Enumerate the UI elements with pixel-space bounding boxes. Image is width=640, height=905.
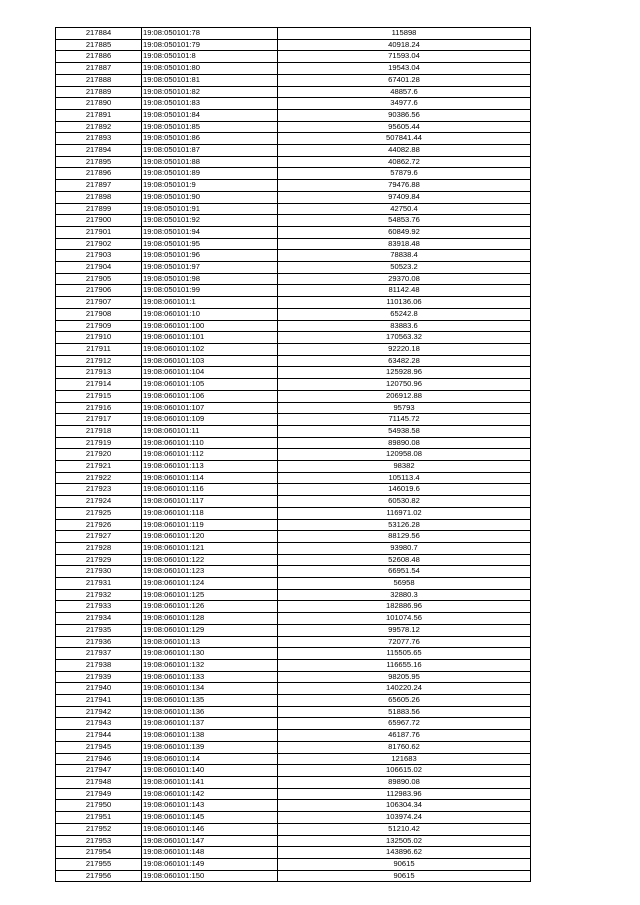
value-cell: 42750.4 — [278, 203, 531, 215]
cadastral-number-cell: 19:08:060101:104 — [142, 367, 278, 379]
row-number-cell: 217929 — [56, 554, 142, 566]
table-row — [56, 812, 531, 824]
cadastral-number-cell: 19:08:060101:109 — [142, 414, 278, 426]
table-row — [56, 671, 531, 683]
cadastral-number-cell: 19:08:060101:112 — [142, 449, 278, 461]
value-cell: 88129.56 — [278, 531, 531, 543]
table-row — [56, 215, 531, 227]
row-number-cell: 217909 — [56, 320, 142, 332]
table-row — [56, 425, 531, 437]
table-row — [56, 507, 531, 519]
value-cell: 103974.24 — [278, 812, 531, 824]
cadastral-number-cell: 19:08:060101:147 — [142, 835, 278, 847]
cadastral-number-cell: 19:08:060101:125 — [142, 589, 278, 601]
table-row — [56, 800, 531, 812]
cadastral-number-cell: 19:08:060101:137 — [142, 718, 278, 730]
cadastral-number-cell: 19:08:050101:94 — [142, 226, 278, 238]
cadastral-number-cell: 19:08:050101:85 — [142, 121, 278, 133]
value-cell: 116971.02 — [278, 507, 531, 519]
cadastral-number-cell: 19:08:060101:13 — [142, 636, 278, 648]
value-cell: 132505.02 — [278, 835, 531, 847]
table-row — [56, 121, 531, 133]
row-number-cell: 217937 — [56, 648, 142, 660]
value-cell: 78838.4 — [278, 250, 531, 262]
row-number-cell: 217898 — [56, 191, 142, 203]
cadastral-number-cell: 19:08:060101:114 — [142, 472, 278, 484]
value-cell: 95605.44 — [278, 121, 531, 133]
cadastral-number-cell: 19:08:050101:9 — [142, 180, 278, 192]
value-cell: 112983.96 — [278, 788, 531, 800]
table-row — [56, 461, 531, 473]
cadastral-number-cell: 19:08:050101:88 — [142, 156, 278, 168]
row-number-cell: 217940 — [56, 683, 142, 695]
cadastral-number-cell: 19:08:060101:14 — [142, 753, 278, 765]
row-number-cell: 217946 — [56, 753, 142, 765]
table-row — [56, 659, 531, 671]
row-number-cell: 217885 — [56, 39, 142, 51]
table-row — [56, 695, 531, 707]
cadastral-number-cell: 19:08:060101:124 — [142, 578, 278, 590]
cadastral-number-cell: 19:08:050101:96 — [142, 250, 278, 262]
value-cell: 121683 — [278, 753, 531, 765]
cadastral-number-cell: 19:08:060101:136 — [142, 706, 278, 718]
row-number-cell: 217932 — [56, 589, 142, 601]
table-row — [56, 273, 531, 285]
cadastral-number-cell: 19:08:060101:10 — [142, 308, 278, 320]
table-row — [56, 519, 531, 531]
value-cell: 97409.84 — [278, 191, 531, 203]
cadastral-number-cell: 19:08:060101:102 — [142, 343, 278, 355]
value-cell: 90615 — [278, 870, 531, 882]
table-row — [56, 531, 531, 543]
table-row — [56, 109, 531, 121]
row-number-cell: 217907 — [56, 297, 142, 309]
row-number-cell: 217897 — [56, 180, 142, 192]
value-cell: 146019.6 — [278, 484, 531, 496]
value-cell: 65605.26 — [278, 695, 531, 707]
table-row — [56, 250, 531, 262]
cadastral-number-cell: 19:08:060101:148 — [142, 847, 278, 859]
row-number-cell: 217938 — [56, 659, 142, 671]
value-cell: 140220.24 — [278, 683, 531, 695]
table-row — [56, 613, 531, 625]
row-number-cell: 217955 — [56, 858, 142, 870]
value-cell: 67401.28 — [278, 74, 531, 86]
table-row — [56, 706, 531, 718]
cadastral-number-cell: 19:08:050101:92 — [142, 215, 278, 227]
value-cell: 182886.96 — [278, 601, 531, 613]
data-table-container — [55, 27, 531, 882]
cadastral-number-cell: 19:08:060101:120 — [142, 531, 278, 543]
table-row — [56, 554, 531, 566]
cadastral-number-cell: 19:08:050101:80 — [142, 63, 278, 75]
row-number-cell: 217927 — [56, 531, 142, 543]
data-table — [55, 27, 531, 882]
row-number-cell: 217941 — [56, 695, 142, 707]
row-number-cell: 217910 — [56, 332, 142, 344]
table-row — [56, 379, 531, 391]
cadastral-number-cell: 19:08:050101:98 — [142, 273, 278, 285]
table-row — [56, 390, 531, 402]
value-cell: 71145.72 — [278, 414, 531, 426]
table-row — [56, 332, 531, 344]
cadastral-number-cell: 19:08:060101:101 — [142, 332, 278, 344]
row-number-cell: 217913 — [56, 367, 142, 379]
row-number-cell: 217928 — [56, 542, 142, 554]
table-row — [56, 402, 531, 414]
cadastral-number-cell: 19:08:060101:145 — [142, 812, 278, 824]
row-number-cell: 217884 — [56, 28, 142, 40]
cadastral-number-cell: 19:08:060101:1 — [142, 297, 278, 309]
table-row — [56, 496, 531, 508]
row-number-cell: 217894 — [56, 145, 142, 157]
value-cell: 116655.16 — [278, 659, 531, 671]
table-row — [56, 308, 531, 320]
value-cell: 106304.34 — [278, 800, 531, 812]
value-cell: 29370.08 — [278, 273, 531, 285]
table-row — [56, 765, 531, 777]
cadastral-number-cell: 19:08:050101:90 — [142, 191, 278, 203]
value-cell: 66951.54 — [278, 566, 531, 578]
cadastral-number-cell: 19:08:050101:79 — [142, 39, 278, 51]
cadastral-number-cell: 19:08:060101:140 — [142, 765, 278, 777]
table-row — [56, 180, 531, 192]
cadastral-number-cell: 19:08:050101:8 — [142, 51, 278, 63]
value-cell: 125928.96 — [278, 367, 531, 379]
row-number-cell: 217920 — [56, 449, 142, 461]
table-row — [56, 168, 531, 180]
table-row — [56, 414, 531, 426]
cadastral-number-cell: 19:08:060101:142 — [142, 788, 278, 800]
table-row — [56, 847, 531, 859]
table-row — [56, 730, 531, 742]
value-cell: 40918.24 — [278, 39, 531, 51]
table-row — [56, 51, 531, 63]
table-row — [56, 858, 531, 870]
value-cell: 81142.48 — [278, 285, 531, 297]
value-cell: 120750.96 — [278, 379, 531, 391]
cadastral-number-cell: 19:08:060101:117 — [142, 496, 278, 508]
row-number-cell: 217948 — [56, 777, 142, 789]
value-cell: 92220.18 — [278, 343, 531, 355]
value-cell: 81760.62 — [278, 741, 531, 753]
cadastral-number-cell: 19:08:060101:130 — [142, 648, 278, 660]
cadastral-number-cell: 19:08:060101:105 — [142, 379, 278, 391]
table-row — [56, 589, 531, 601]
value-cell: 50523.2 — [278, 262, 531, 274]
row-number-cell: 217919 — [56, 437, 142, 449]
cadastral-number-cell: 19:08:050101:86 — [142, 133, 278, 145]
table-row — [56, 823, 531, 835]
table-row — [56, 624, 531, 636]
value-cell: 60849.92 — [278, 226, 531, 238]
table-row — [56, 74, 531, 86]
table-row — [56, 63, 531, 75]
row-number-cell: 217888 — [56, 74, 142, 86]
table-row — [56, 472, 531, 484]
value-cell: 89890.08 — [278, 777, 531, 789]
row-number-cell: 217939 — [56, 671, 142, 683]
row-number-cell: 217886 — [56, 51, 142, 63]
table-row — [56, 297, 531, 309]
row-number-cell: 217887 — [56, 63, 142, 75]
row-number-cell: 217917 — [56, 414, 142, 426]
table-row — [56, 636, 531, 648]
value-cell: 54853.76 — [278, 215, 531, 227]
value-cell: 65242.8 — [278, 308, 531, 320]
value-cell: 98382 — [278, 461, 531, 473]
cadastral-number-cell: 19:08:060101:121 — [142, 542, 278, 554]
value-cell: 206912.88 — [278, 390, 531, 402]
cadastral-number-cell: 19:08:050101:87 — [142, 145, 278, 157]
cadastral-number-cell: 19:08:060101:141 — [142, 777, 278, 789]
value-cell: 101074.56 — [278, 613, 531, 625]
table-row — [56, 39, 531, 51]
cadastral-number-cell: 19:08:060101:107 — [142, 402, 278, 414]
table-row — [56, 648, 531, 660]
table-row — [56, 870, 531, 882]
value-cell: 120958.08 — [278, 449, 531, 461]
row-number-cell: 217936 — [56, 636, 142, 648]
table-row — [56, 145, 531, 157]
cadastral-number-cell: 19:08:060101:126 — [142, 601, 278, 613]
table-row — [56, 601, 531, 613]
cadastral-number-cell: 19:08:060101:129 — [142, 624, 278, 636]
value-cell: 79476.88 — [278, 180, 531, 192]
value-cell: 99578.12 — [278, 624, 531, 636]
table-row — [56, 98, 531, 110]
row-number-cell: 217921 — [56, 461, 142, 473]
table-row — [56, 343, 531, 355]
value-cell: 115898 — [278, 28, 531, 40]
cadastral-number-cell: 19:08:060101:133 — [142, 671, 278, 683]
value-cell: 53126.28 — [278, 519, 531, 531]
table-row — [56, 718, 531, 730]
value-cell: 89890.08 — [278, 437, 531, 449]
cadastral-number-cell: 19:08:060101:122 — [142, 554, 278, 566]
row-number-cell: 217900 — [56, 215, 142, 227]
value-cell: 54938.58 — [278, 425, 531, 437]
row-number-cell: 217905 — [56, 273, 142, 285]
value-cell: 34977.6 — [278, 98, 531, 110]
row-number-cell: 217893 — [56, 133, 142, 145]
value-cell: 106615.02 — [278, 765, 531, 777]
cadastral-number-cell: 19:08:060101:123 — [142, 566, 278, 578]
table-row — [56, 835, 531, 847]
row-number-cell: 217945 — [56, 741, 142, 753]
table-row — [56, 777, 531, 789]
cadastral-number-cell: 19:08:060101:150 — [142, 870, 278, 882]
value-cell: 60530.82 — [278, 496, 531, 508]
value-cell: 46187.76 — [278, 730, 531, 742]
row-number-cell: 217924 — [56, 496, 142, 508]
value-cell: 170563.32 — [278, 332, 531, 344]
cadastral-number-cell: 19:08:060101:139 — [142, 741, 278, 753]
row-number-cell: 217926 — [56, 519, 142, 531]
value-cell: 90615 — [278, 858, 531, 870]
row-number-cell: 217902 — [56, 238, 142, 250]
value-cell: 48857.6 — [278, 86, 531, 98]
cadastral-number-cell: 19:08:050101:95 — [142, 238, 278, 250]
table-row — [56, 203, 531, 215]
value-cell: 93980.7 — [278, 542, 531, 554]
value-cell: 507841.44 — [278, 133, 531, 145]
cadastral-number-cell: 19:08:060101:100 — [142, 320, 278, 332]
table-row — [56, 28, 531, 40]
table-row — [56, 788, 531, 800]
table-row — [56, 449, 531, 461]
table-body — [56, 28, 531, 882]
table-row — [56, 156, 531, 168]
row-number-cell: 217906 — [56, 285, 142, 297]
row-number-cell: 217930 — [56, 566, 142, 578]
row-number-cell: 217944 — [56, 730, 142, 742]
table-row — [56, 355, 531, 367]
row-number-cell: 217916 — [56, 402, 142, 414]
value-cell: 143896.62 — [278, 847, 531, 859]
value-cell: 51210.42 — [278, 823, 531, 835]
cadastral-number-cell: 19:08:050101:82 — [142, 86, 278, 98]
row-number-cell: 217956 — [56, 870, 142, 882]
value-cell: 98205.95 — [278, 671, 531, 683]
cadastral-number-cell: 19:08:060101:113 — [142, 461, 278, 473]
cadastral-number-cell: 19:08:050101:97 — [142, 262, 278, 274]
table-row — [56, 437, 531, 449]
cadastral-number-cell: 19:08:050101:91 — [142, 203, 278, 215]
cadastral-number-cell: 19:08:060101:128 — [142, 613, 278, 625]
row-number-cell: 217951 — [56, 812, 142, 824]
cadastral-number-cell: 19:08:060101:106 — [142, 390, 278, 402]
row-number-cell: 217911 — [56, 343, 142, 355]
table-row — [56, 86, 531, 98]
cadastral-number-cell: 19:08:050101:78 — [142, 28, 278, 40]
row-number-cell: 217901 — [56, 226, 142, 238]
value-cell: 57879.6 — [278, 168, 531, 180]
row-number-cell: 217895 — [56, 156, 142, 168]
row-number-cell: 217904 — [56, 262, 142, 274]
row-number-cell: 217925 — [56, 507, 142, 519]
row-number-cell: 217923 — [56, 484, 142, 496]
value-cell: 32880.3 — [278, 589, 531, 601]
cadastral-number-cell: 19:08:050101:99 — [142, 285, 278, 297]
cadastral-number-cell: 19:08:050101:83 — [142, 98, 278, 110]
row-number-cell: 217914 — [56, 379, 142, 391]
table-row — [56, 683, 531, 695]
table-row — [56, 238, 531, 250]
table-row — [56, 262, 531, 274]
value-cell: 83883.6 — [278, 320, 531, 332]
value-cell: 105113.4 — [278, 472, 531, 484]
row-number-cell: 217952 — [56, 823, 142, 835]
cadastral-number-cell: 19:08:060101:118 — [142, 507, 278, 519]
value-cell: 52608.48 — [278, 554, 531, 566]
row-number-cell: 217889 — [56, 86, 142, 98]
cadastral-number-cell: 19:08:060101:11 — [142, 425, 278, 437]
row-number-cell: 217933 — [56, 601, 142, 613]
row-number-cell: 217891 — [56, 109, 142, 121]
table-row — [56, 226, 531, 238]
table-row — [56, 484, 531, 496]
table-row — [56, 320, 531, 332]
table-row — [56, 753, 531, 765]
cadastral-number-cell: 19:08:060101:135 — [142, 695, 278, 707]
row-number-cell: 217890 — [56, 98, 142, 110]
table-row — [56, 566, 531, 578]
cadastral-number-cell: 19:08:060101:143 — [142, 800, 278, 812]
table-row — [56, 133, 531, 145]
row-number-cell: 217935 — [56, 624, 142, 636]
table-row — [56, 542, 531, 554]
row-number-cell: 217918 — [56, 425, 142, 437]
table-row — [56, 285, 531, 297]
value-cell: 90386.56 — [278, 109, 531, 121]
value-cell: 95793 — [278, 402, 531, 414]
value-cell: 56958 — [278, 578, 531, 590]
row-number-cell: 217892 — [56, 121, 142, 133]
cadastral-number-cell: 19:08:060101:103 — [142, 355, 278, 367]
cadastral-number-cell: 19:08:060101:132 — [142, 659, 278, 671]
cadastral-number-cell: 19:08:060101:119 — [142, 519, 278, 531]
row-number-cell: 217899 — [56, 203, 142, 215]
row-number-cell: 217943 — [56, 718, 142, 730]
row-number-cell: 217908 — [56, 308, 142, 320]
cadastral-number-cell: 19:08:060101:134 — [142, 683, 278, 695]
cadastral-number-cell: 19:08:060101:149 — [142, 858, 278, 870]
row-number-cell: 217942 — [56, 706, 142, 718]
value-cell: 83918.48 — [278, 238, 531, 250]
row-number-cell: 217947 — [56, 765, 142, 777]
cadastral-number-cell: 19:08:050101:81 — [142, 74, 278, 86]
row-number-cell: 217903 — [56, 250, 142, 262]
row-number-cell: 217950 — [56, 800, 142, 812]
cadastral-number-cell: 19:08:050101:89 — [142, 168, 278, 180]
table-row — [56, 741, 531, 753]
value-cell: 63482.28 — [278, 355, 531, 367]
value-cell: 40862.72 — [278, 156, 531, 168]
value-cell: 51883.56 — [278, 706, 531, 718]
row-number-cell: 217922 — [56, 472, 142, 484]
row-number-cell: 217934 — [56, 613, 142, 625]
row-number-cell: 217912 — [56, 355, 142, 367]
value-cell: 19543.04 — [278, 63, 531, 75]
table-row — [56, 578, 531, 590]
row-number-cell: 217931 — [56, 578, 142, 590]
row-number-cell: 217954 — [56, 847, 142, 859]
table-row — [56, 191, 531, 203]
row-number-cell: 217915 — [56, 390, 142, 402]
cadastral-number-cell: 19:08:050101:84 — [142, 109, 278, 121]
value-cell: 71593.04 — [278, 51, 531, 63]
value-cell: 110136.06 — [278, 297, 531, 309]
value-cell: 65967.72 — [278, 718, 531, 730]
cadastral-number-cell: 19:08:060101:146 — [142, 823, 278, 835]
cadastral-number-cell: 19:08:060101:110 — [142, 437, 278, 449]
row-number-cell: 217896 — [56, 168, 142, 180]
cadastral-number-cell: 19:08:060101:138 — [142, 730, 278, 742]
value-cell: 72077.76 — [278, 636, 531, 648]
table-row — [56, 367, 531, 379]
value-cell: 115505.65 — [278, 648, 531, 660]
cadastral-number-cell: 19:08:060101:116 — [142, 484, 278, 496]
row-number-cell: 217949 — [56, 788, 142, 800]
value-cell: 44082.88 — [278, 145, 531, 157]
row-number-cell: 217953 — [56, 835, 142, 847]
